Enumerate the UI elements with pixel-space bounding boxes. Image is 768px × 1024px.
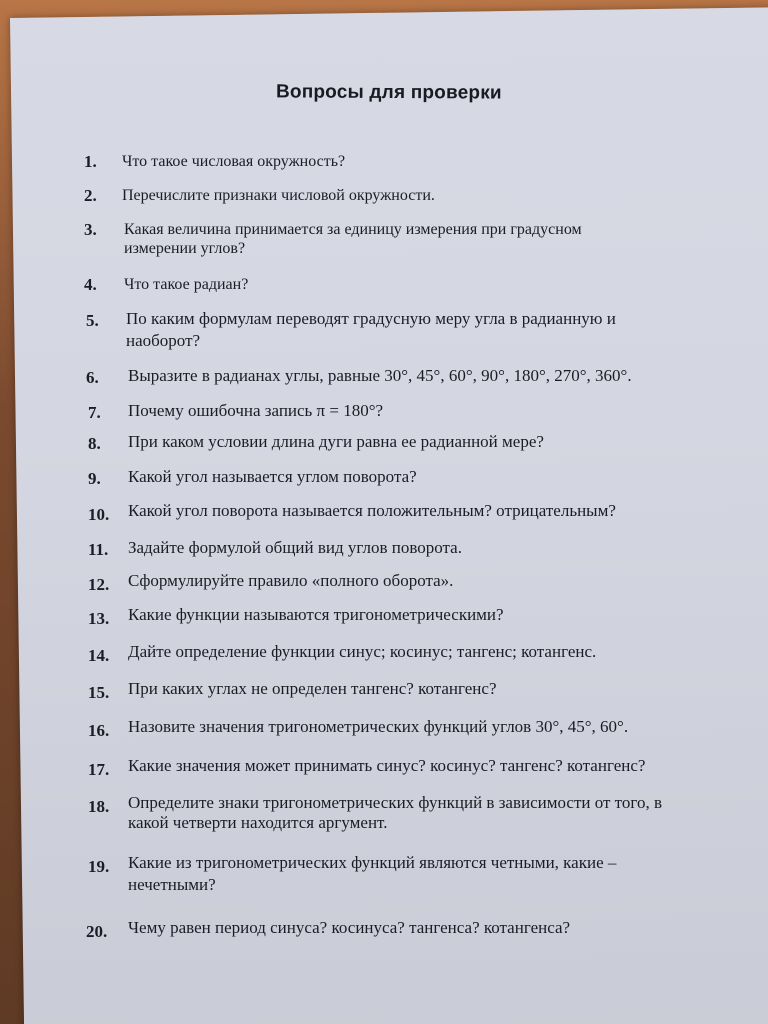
question-text: Дайте определение функции синус; косинус; тангенс; котангенс. [128,642,597,661]
question-number: 12. [88,575,110,594]
question-text-continued: какой четверти находится аргумент. [128,813,388,832]
question-text-continued: наоборот? [126,331,201,350]
question-number: 18. [88,797,110,816]
question-number: 6. [86,368,99,387]
question-number: 17. [88,760,110,779]
page-title: Вопросы для проверки [275,81,502,104]
question-text: Назовите значения тригонометрических функций углов 30°, 45°, 60°. [128,717,629,736]
question-text: Что такое числовая окружность? [122,153,346,170]
question-number: 15. [88,683,110,702]
question-text: Почему ошибочна запись π = 180°? [128,401,384,420]
question-number: 7. [88,403,101,422]
question-text: Какой угол называется углом поворота? [128,467,417,486]
question-number: 9. [88,469,101,488]
question-number: 1. [84,152,97,171]
question-text: При каких углах не определен тангенс? котангенс? [128,679,497,698]
question-item [0,309,768,369]
question-number: 2. [84,186,97,205]
question-text-continued: измерении углов? [124,240,246,257]
question-text: Какие функции называются тригонометрическими? [128,605,504,624]
question-number: 13. [88,609,110,628]
question-number: 3. [84,220,97,239]
question-text: Определите знаки тригонометрических функций в зависимости от того, в [128,793,662,812]
question-item [0,795,768,855]
question-number: 20. [86,922,108,941]
question-number: 8. [88,434,101,453]
question-number: 14. [88,646,110,665]
question-text: По каким формулам переводят градусную меру угла в радианную и [126,309,616,328]
question-number: 16. [88,721,110,740]
question-text: Какой угол поворота называется положительным? отрицательным? [128,501,616,520]
question-text: Какая величина принимается за единицу измерения при градусном [124,221,582,238]
question-number: 10. [88,505,110,524]
question-text: Какие из тригонометрических функций являются четными, какие – [128,853,617,872]
question-text: Чему равен период синуса? косинуса? тангенса? котангенса? [128,918,571,937]
question-text: Задайте формулой общий вид углов поворота. [128,538,462,557]
question-text: При каком условии длина дуги равна ее радианной мере? [128,432,544,451]
question-number: 4. [84,275,97,294]
question-item [0,920,768,980]
question-text: Выразите в радианах углы, равные 30°, 45°, 60°, 90°, 180°, 270°, 360°. [128,366,632,385]
question-item [0,218,768,278]
question-item [0,855,768,915]
question-text-continued: нечетными? [128,875,216,894]
question-text: Какие значения может принимать синус? косинус? тангенс? котангенс? [128,756,646,775]
question-text: Перечислите признаки числовой окружности. [122,187,435,204]
question-number: 11. [88,540,109,559]
question-number: 19. [88,857,110,876]
question-text: Что такое радиан? [124,276,249,293]
question-text: Сформулируйте правило «полного оборота». [128,571,454,590]
question-number: 5. [86,311,99,330]
